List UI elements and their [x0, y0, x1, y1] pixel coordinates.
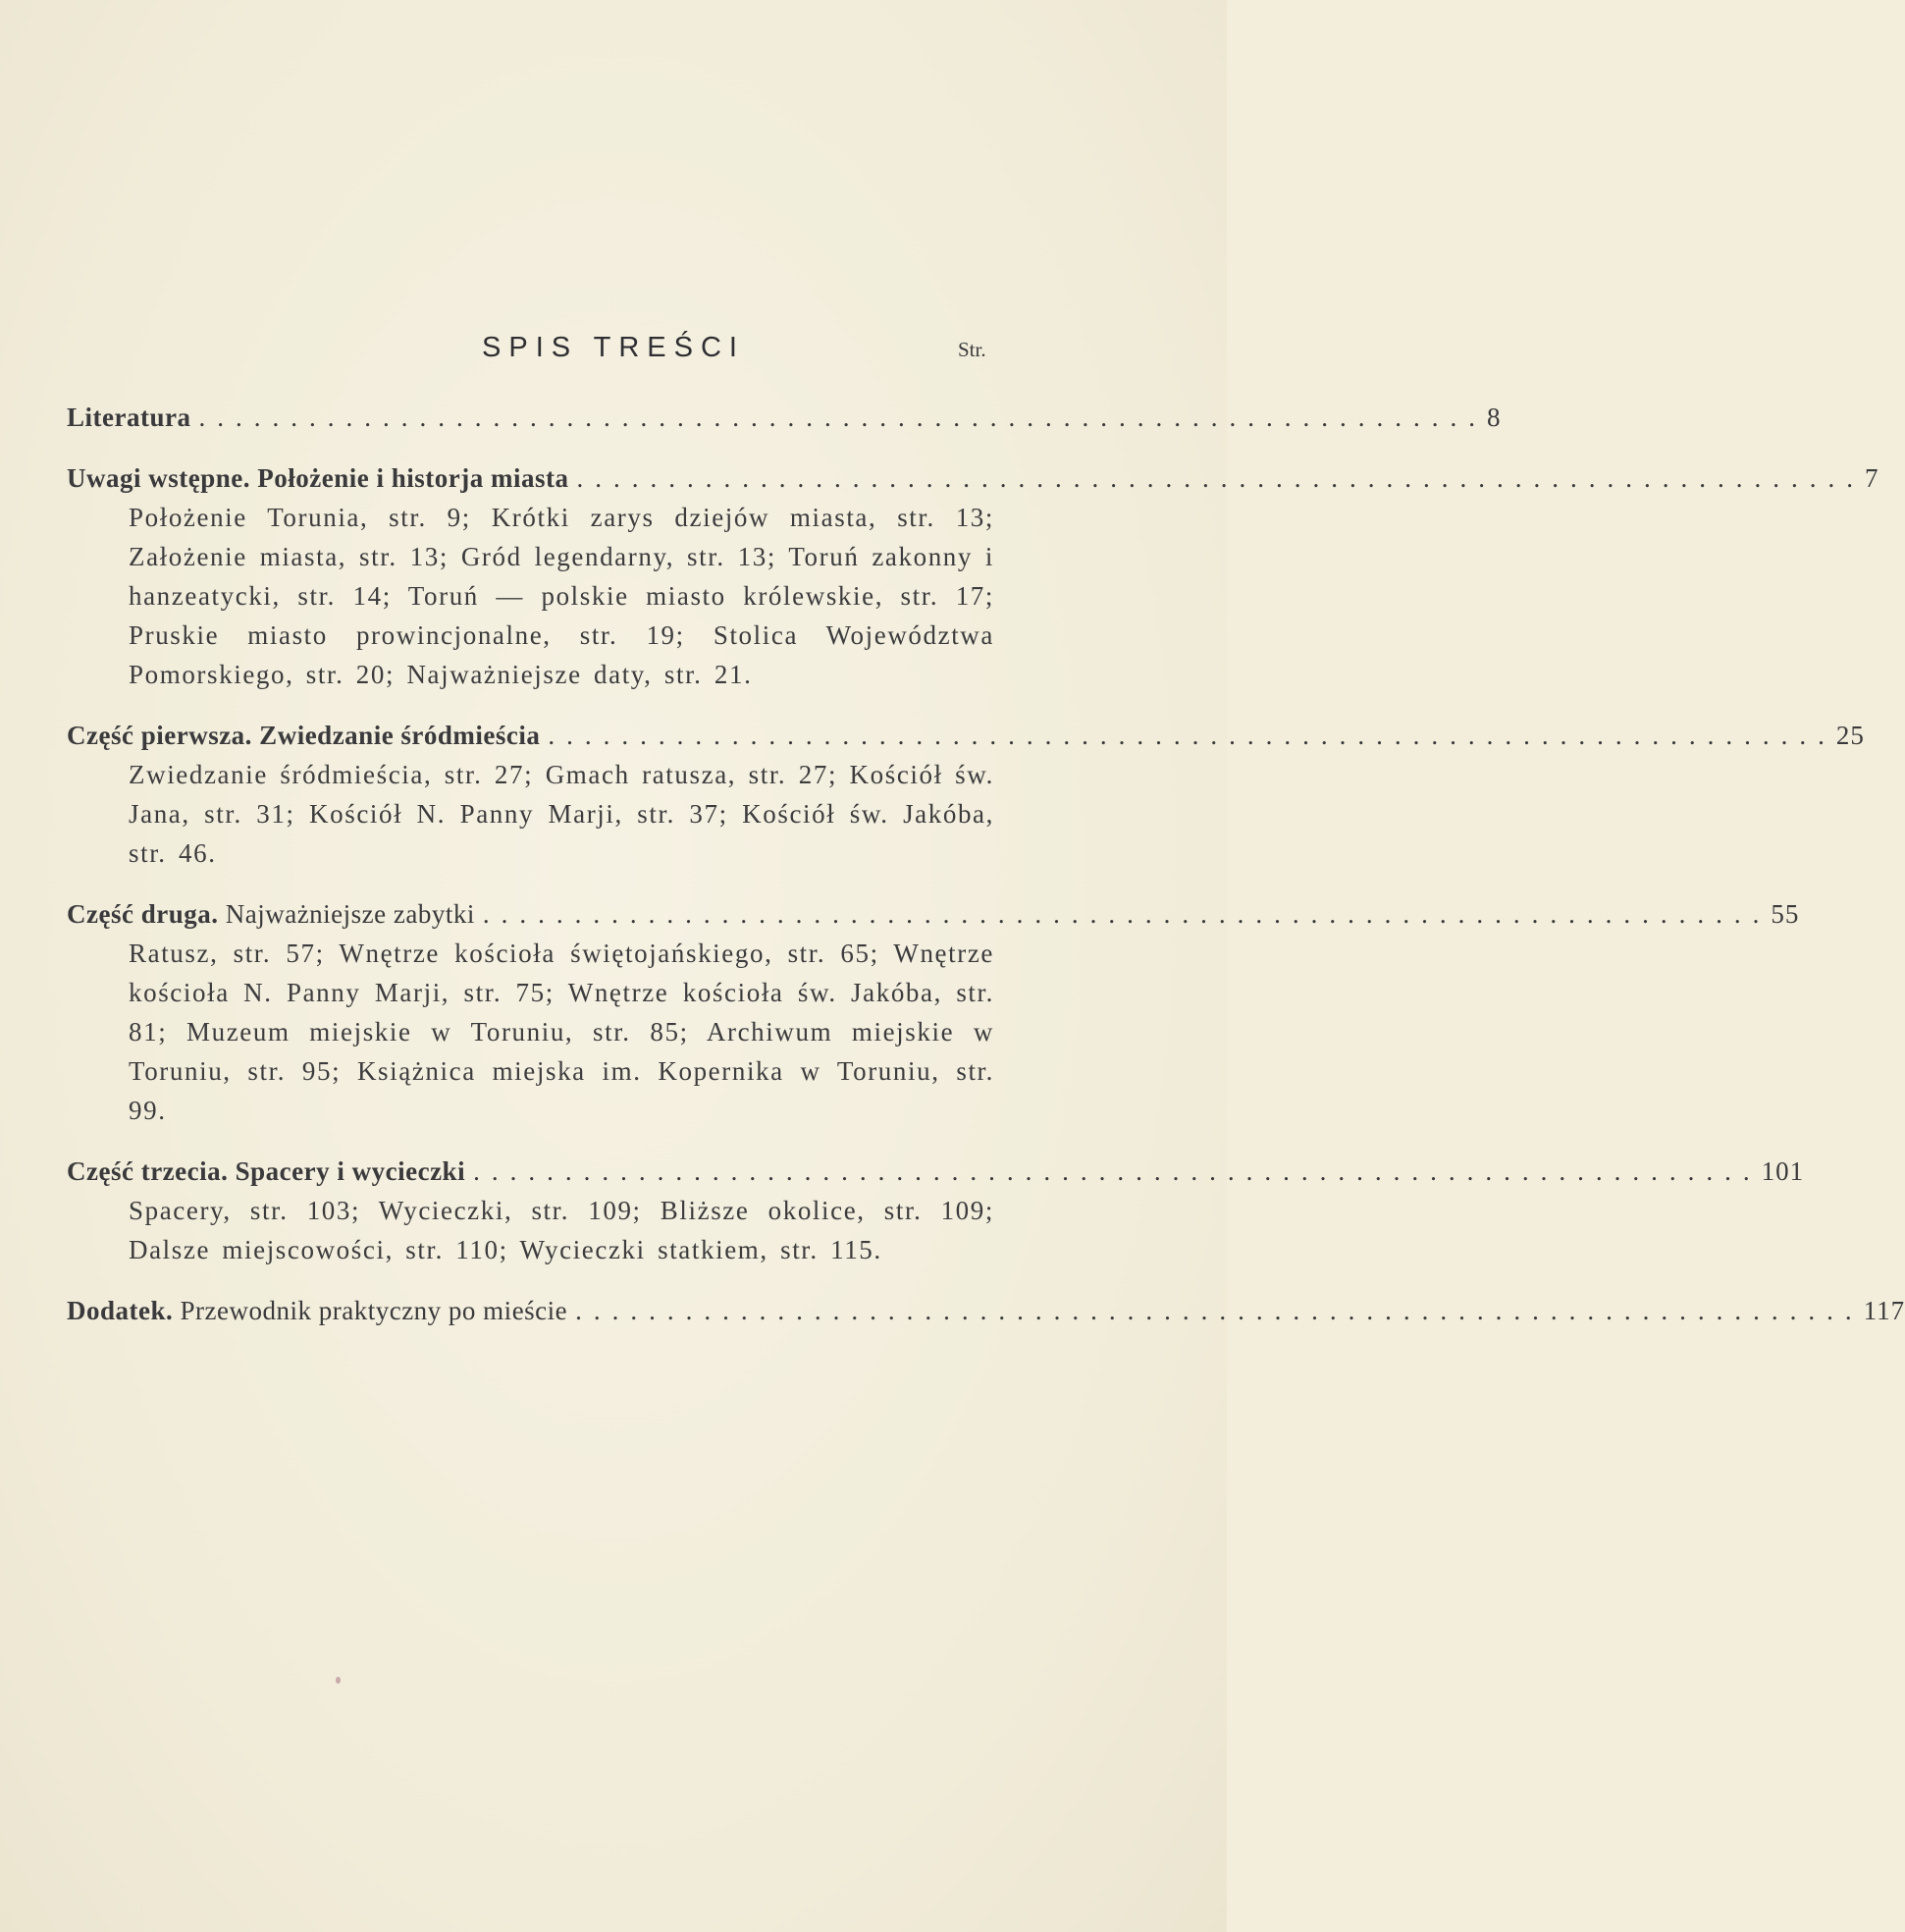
- toc-entry-literatura: [67, 398, 1502, 437]
- toc-entry-description: Zwiedzanie śródmieścia, str. 27; Gmach ratusza, str. 27; Kościół św. Jana, str. 31; Kościół N. Panny Marji, str. 37; Kościół św. Jakóba, str. 46.: [129, 760, 994, 868]
- table-of-contents: [67, 398, 1905, 1352]
- toc-entry-dodatek: [67, 1291, 1905, 1330]
- leader-dots: ......................................................................: [575, 1296, 1864, 1325]
- toc-entry-title: Część pierwsza. Zwiedzanie śródmieścia: [67, 721, 541, 750]
- toc-entry-heading: [67, 716, 1865, 755]
- leader-dots: ......................................................................: [548, 721, 1836, 750]
- toc-entry-description: Położenie Torunia, str. 9; Krótki zarys dziejów miasta, str. 13; Założenie miasta, str. 13; Gród legendarny, str. 13; Toruń zakonny i hanzeatycki, str. 14; Toruń — polskie miasto królewskie, str. 17; Pruskie miasto prowincjonalne, str. 19; Stolica Województwa Pomorskiego, str. 20; Najważniejsze daty, str. 21.: [129, 503, 994, 689]
- toc-page-number: 8: [1486, 402, 1502, 432]
- toc-page-number: 7: [1864, 463, 1879, 493]
- leader-dots: ......................................................................: [473, 1156, 1762, 1186]
- leader-dots: ......................................................................: [482, 899, 1772, 929]
- leader-dots: ......................................................................: [198, 402, 1487, 432]
- toc-page-number: 117: [1863, 1296, 1905, 1325]
- toc-entry-heading: [67, 458, 1879, 498]
- toc-page-number: 55: [1771, 899, 1800, 929]
- toc-entry-uwagi-wstepne: [67, 458, 1879, 694]
- toc-entry-title: Część trzecia. Spacery i wycieczki: [67, 1156, 466, 1186]
- toc-entry-heading: [67, 894, 1800, 934]
- page-column-label: Str.: [958, 338, 986, 361]
- toc-entry-czesc-druga: [67, 894, 1800, 1130]
- leader-dots: ......................................................................: [576, 463, 1865, 493]
- page-title: SPIS TREŚCI: [482, 332, 745, 363]
- toc-entry-heading: [67, 1152, 1805, 1191]
- toc-entry-heading: [67, 398, 1502, 437]
- toc-entry-title: Dodatek. Przewodnik praktyczny po mieście: [67, 1296, 568, 1325]
- toc-entry-title: Uwagi wstępne. Położenie i historja miasta: [67, 463, 569, 493]
- toc-entry-czesc-pierwsza: [67, 716, 1865, 873]
- toc-page-number: 101: [1761, 1156, 1805, 1186]
- toc-entry-czesc-trzecia: [67, 1152, 1805, 1269]
- toc-entry-description: Ratusz, str. 57; Wnętrze kościoła świętojańskiego, str. 65; Wnętrze kościoła N. Panny Marji, str. 75; Wnętrze kościoła św. Jakóba, str. 81; Muzeum miejskie w Toruniu, str. 85; Archiwum miejskie w Toruniu, str. 95; Książnica miejska im. Kopernika w Toruniu, str. 99.: [129, 939, 994, 1125]
- toc-page-number: 25: [1835, 721, 1865, 750]
- toc-entry-title: Literatura: [67, 402, 191, 432]
- paper-speck: [336, 1677, 341, 1684]
- toc-entry-title: Część druga. Najważniejsze zabytki: [67, 899, 475, 929]
- toc-entry-heading: [67, 1291, 1905, 1330]
- toc-entry-description: Spacery, str. 103; Wycieczki, str. 109; Bliższe okolice, str. 109; Dalsze miejscowości, str. 110; Wycieczki statkiem, str. 115.: [129, 1196, 994, 1264]
